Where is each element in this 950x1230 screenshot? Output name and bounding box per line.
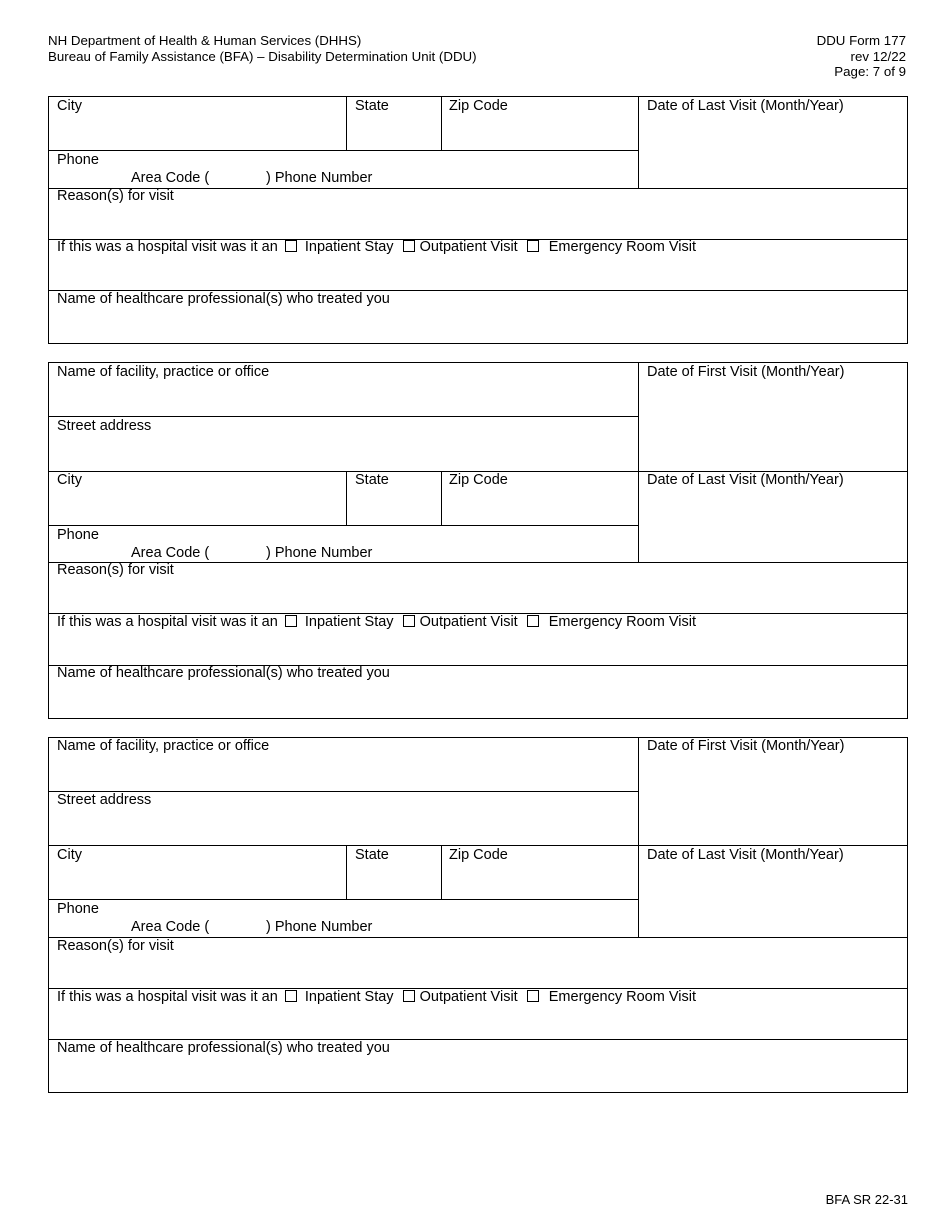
provider-block-3 bbox=[48, 737, 908, 1093]
street-label: Street address bbox=[57, 792, 152, 808]
facility-label: Name of facility, practice or office bbox=[57, 364, 270, 380]
hospital-visit-row bbox=[49, 239, 907, 290]
zip-field[interactable] bbox=[442, 97, 639, 151]
first-visit-field[interactable] bbox=[639, 738, 907, 846]
phone-number-label: ) Phone Number bbox=[266, 170, 373, 186]
zip-label: Zip Code bbox=[449, 847, 508, 863]
outpatient-checkbox[interactable] bbox=[403, 615, 415, 627]
phone-field[interactable] bbox=[49, 151, 639, 188]
hospital-question: If this was a hospital visit was it an bbox=[57, 614, 278, 630]
reasons-field[interactable] bbox=[49, 937, 907, 988]
last-visit-field[interactable] bbox=[639, 97, 907, 188]
city-field[interactable] bbox=[49, 97, 347, 151]
agency-header bbox=[48, 33, 477, 64]
outpatient-checkbox[interactable] bbox=[403, 240, 415, 252]
professionals-field[interactable] bbox=[49, 1039, 907, 1092]
hospital-question: If this was a hospital visit was it an bbox=[57, 239, 278, 255]
phone-label: Phone bbox=[57, 527, 99, 543]
city-field[interactable] bbox=[49, 846, 347, 900]
zip-field[interactable] bbox=[442, 472, 639, 526]
hospital-visit-row bbox=[49, 988, 907, 1039]
emergency-label: Emergency Room Visit bbox=[548, 614, 696, 630]
professionals-label: Name of healthcare professional(s) who treated you bbox=[57, 291, 390, 307]
reasons-field[interactable] bbox=[49, 188, 907, 239]
phone-label: Phone bbox=[57, 901, 99, 917]
facility-field[interactable] bbox=[49, 363, 639, 417]
last-visit-field[interactable] bbox=[639, 472, 907, 562]
first-visit-label: Date of First Visit (Month/Year) bbox=[647, 364, 845, 380]
phone-number-label: ) Phone Number bbox=[266, 545, 373, 561]
inpatient-label: Inpatient Stay bbox=[304, 239, 394, 255]
page-number: Page: 7 of 9 bbox=[834, 64, 906, 79]
city-label: City bbox=[57, 472, 82, 488]
outpatient-checkbox[interactable] bbox=[403, 990, 415, 1002]
reasons-label: Reason(s) for visit bbox=[57, 562, 174, 578]
city-field[interactable] bbox=[49, 472, 347, 526]
outpatient-label: Outpatient Visit bbox=[419, 239, 518, 255]
last-visit-label: Date of Last Visit (Month/Year) bbox=[647, 847, 844, 863]
form-name: DDU Form 177 bbox=[816, 33, 906, 48]
emergency-checkbox[interactable] bbox=[527, 240, 539, 252]
provider-block-2 bbox=[48, 362, 908, 719]
state-field[interactable] bbox=[347, 846, 442, 900]
state-field[interactable] bbox=[347, 472, 442, 526]
hospital-question: If this was a hospital visit was it an bbox=[57, 989, 278, 1005]
professionals-field[interactable] bbox=[49, 665, 907, 718]
zip-label: Zip Code bbox=[449, 472, 508, 488]
last-visit-field[interactable] bbox=[639, 846, 907, 937]
reasons-field[interactable] bbox=[49, 562, 907, 613]
professionals-label: Name of healthcare professional(s) who treated you bbox=[57, 1040, 390, 1056]
street-field[interactable] bbox=[49, 792, 639, 846]
reasons-label: Reason(s) for visit bbox=[57, 188, 174, 204]
form-code: BFA SR 22-31 bbox=[825, 1192, 908, 1207]
bureau-name: Bureau of Family Assistance (BFA) – Disability Determination Unit (DDU) bbox=[48, 48, 477, 64]
area-code-label: Area Code ( bbox=[131, 919, 210, 935]
inpatient-label: Inpatient Stay bbox=[304, 614, 394, 630]
state-field[interactable] bbox=[347, 97, 442, 151]
street-label: Street address bbox=[57, 418, 152, 434]
outpatient-label: Outpatient Visit bbox=[419, 614, 518, 630]
inpatient-checkbox[interactable] bbox=[285, 990, 297, 1002]
phone-number-label: ) Phone Number bbox=[266, 919, 373, 935]
city-label: City bbox=[57, 847, 82, 863]
agency-name: NH Department of Health & Human Services (DHHS) bbox=[48, 33, 362, 48]
facility-label: Name of facility, practice or office bbox=[57, 738, 270, 754]
inpatient-checkbox[interactable] bbox=[285, 240, 297, 252]
zip-label: Zip Code bbox=[449, 98, 508, 114]
area-code-label: Area Code ( bbox=[131, 545, 210, 561]
reasons-label: Reason(s) for visit bbox=[57, 938, 174, 954]
inpatient-checkbox[interactable] bbox=[285, 615, 297, 627]
city-label: City bbox=[57, 98, 82, 114]
emergency-label: Emergency Room Visit bbox=[548, 239, 696, 255]
street-field[interactable] bbox=[49, 417, 639, 472]
phone-field[interactable] bbox=[49, 526, 639, 562]
form-revision: rev 12/22 bbox=[850, 48, 906, 64]
professionals-field[interactable] bbox=[49, 290, 907, 343]
facility-field[interactable] bbox=[49, 738, 639, 792]
state-label: State bbox=[355, 98, 389, 114]
emergency-checkbox[interactable] bbox=[527, 615, 539, 627]
form-info bbox=[817, 33, 906, 80]
state-label: State bbox=[355, 847, 389, 863]
emergency-checkbox[interactable] bbox=[527, 990, 539, 1002]
provider-block-1 bbox=[48, 96, 908, 344]
emergency-label: Emergency Room Visit bbox=[548, 989, 696, 1005]
last-visit-label: Date of Last Visit (Month/Year) bbox=[647, 98, 844, 114]
phone-label: Phone bbox=[57, 152, 99, 168]
first-visit-label: Date of First Visit (Month/Year) bbox=[647, 738, 845, 754]
area-code-label: Area Code ( bbox=[131, 170, 210, 186]
first-visit-field[interactable] bbox=[639, 363, 907, 472]
professionals-label: Name of healthcare professional(s) who treated you bbox=[57, 665, 390, 681]
phone-field[interactable] bbox=[49, 900, 639, 937]
state-label: State bbox=[355, 472, 389, 488]
zip-field[interactable] bbox=[442, 846, 639, 900]
outpatient-label: Outpatient Visit bbox=[419, 989, 518, 1005]
inpatient-label: Inpatient Stay bbox=[304, 989, 394, 1005]
last-visit-label: Date of Last Visit (Month/Year) bbox=[647, 472, 844, 488]
hospital-visit-row bbox=[49, 613, 907, 665]
